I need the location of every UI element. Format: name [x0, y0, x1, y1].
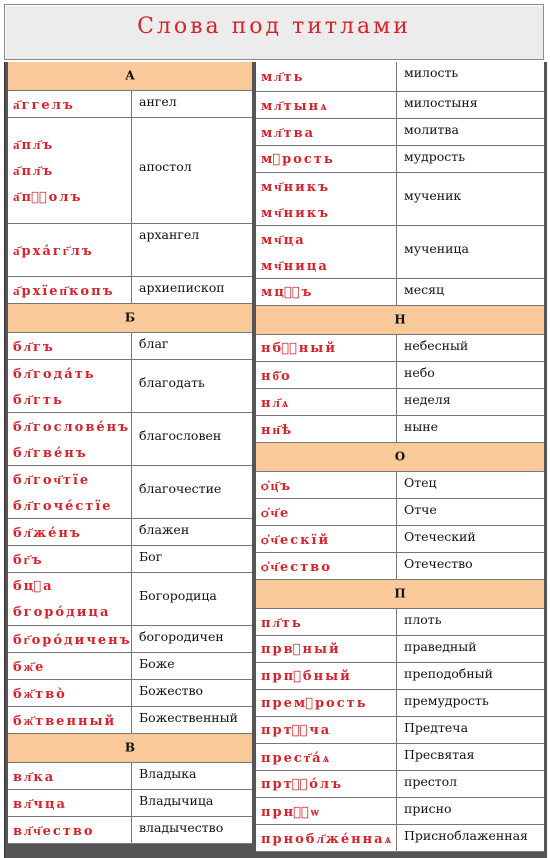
russian-cell: [132, 277, 252, 303]
russian-word: небесный: [404, 338, 469, 353]
glossary-row: [8, 546, 252, 573]
glossary-row: [256, 771, 544, 798]
slavonic-word: бл҃гоче́стїе: [13, 498, 113, 514]
russian-word: Божественный: [139, 710, 238, 725]
letter-header-label: Н: [394, 312, 406, 327]
slavonic-word: нбⷭ҇ный: [261, 340, 337, 356]
russian-cell: [397, 771, 544, 797]
russian-cell: [397, 279, 544, 305]
slavonic-word: а҃пл҃ъ: [13, 164, 55, 179]
slavonic-cell: [256, 609, 397, 635]
slavonic-word: бл҃же́нъ: [13, 525, 82, 541]
russian-cell: [397, 335, 544, 361]
slavonic-cell: [8, 626, 132, 652]
russian-word: Владычица: [139, 793, 214, 808]
glossary-row: [8, 277, 252, 304]
russian-cell: [132, 817, 252, 843]
slavonic-cell: [256, 389, 397, 415]
glossary-row: [256, 226, 544, 279]
russian-cell: [397, 717, 544, 743]
russian-cell: [397, 62, 544, 91]
glossary-row: [256, 119, 544, 146]
slavonic-word: бг҃ъ: [13, 552, 44, 568]
russian-cell: [397, 146, 544, 172]
slavonic-cell: [8, 360, 132, 412]
russian-word: Предтеча: [404, 720, 469, 735]
glossary-row: [8, 817, 252, 844]
russian-cell: [397, 609, 544, 635]
slavonic-cell: [256, 226, 397, 278]
slavonic-word: ѻ҆ц҃ъ: [261, 478, 293, 494]
russian-cell: [132, 118, 252, 223]
russian-word: Владыка: [139, 766, 197, 781]
letter-header-label: А: [125, 68, 135, 83]
letter-header: [256, 580, 544, 609]
russian-cell: [397, 526, 544, 552]
slavonic-cell: [8, 707, 132, 733]
russian-word: архиепископ: [139, 280, 225, 295]
slavonic-word: бж҃е: [13, 659, 46, 675]
slavonic-word: мцⷭ҇ъ: [261, 284, 314, 300]
slavonic-word: а҃пⷭ҇олъ: [13, 190, 83, 205]
letter-header: [256, 443, 544, 472]
russian-word: ангел: [139, 94, 177, 109]
russian-cell: [132, 707, 252, 733]
slavonic-word: бл҃гъ: [13, 339, 55, 355]
slavonic-word: бл҃гть: [13, 392, 64, 408]
slavonic-cell: [8, 573, 132, 625]
russian-cell: [132, 519, 252, 545]
russian-word: мученица: [404, 241, 469, 256]
slavonic-word: нл҃ѧ: [261, 395, 291, 411]
glossary-row: [8, 224, 252, 277]
glossary-row: [256, 335, 544, 362]
glossary-row: [8, 91, 252, 118]
glossary-row: [8, 360, 252, 413]
glossary-row: [256, 499, 544, 526]
slavonic-word: бж҃тво̀: [13, 686, 67, 702]
russian-cell: [132, 626, 252, 652]
russian-cell: [397, 636, 544, 662]
russian-word: милость: [404, 65, 459, 80]
slavonic-word: пл҃ть: [261, 615, 303, 631]
slavonic-word: вл҃ч҃ество: [13, 823, 95, 839]
glossary-row: [256, 146, 544, 173]
glossary-row: [8, 519, 252, 546]
russian-word: благочестие: [139, 481, 222, 496]
glossary-row: [8, 333, 252, 360]
slavonic-cell: [8, 519, 132, 545]
slavonic-word: ѻ҆ч҃е: [261, 505, 291, 521]
glossary-row: [256, 636, 544, 663]
slavonic-cell: [8, 680, 132, 706]
slavonic-word: бл҃гослове́нъ: [13, 419, 131, 435]
slavonic-cell: [8, 413, 132, 465]
russian-cell: [397, 389, 544, 415]
slavonic-word: пртⷵ҇ча: [261, 722, 332, 738]
glossary-row: [8, 118, 252, 224]
slavonic-cell: [256, 636, 397, 662]
slavonic-cell: [256, 416, 397, 442]
slavonic-word: мл҃тва: [261, 125, 316, 141]
slavonic-word: а҃рхїеп҃копъ: [13, 283, 115, 299]
slavonic-word: пртⷭ҇о́лъ: [261, 776, 344, 792]
russian-cell: [132, 653, 252, 679]
russian-cell: [132, 546, 252, 572]
russian-word: Богородица: [139, 588, 217, 603]
glossary-row: [256, 553, 544, 580]
russian-word: Отец: [404, 475, 437, 490]
russian-word: премудрость: [404, 693, 489, 708]
glossary-row: [256, 825, 544, 852]
russian-word: праведный: [404, 639, 477, 654]
slavonic-cell: [8, 118, 132, 223]
russian-word: присно: [404, 801, 452, 816]
slavonic-cell: [256, 744, 397, 770]
slavonic-word: бж҃твенный: [13, 713, 117, 729]
russian-word: архангел: [139, 227, 200, 242]
slavonic-cell: [256, 92, 397, 118]
letter-header: [256, 306, 544, 335]
russian-word: Божество: [139, 683, 204, 698]
russian-cell: [397, 825, 544, 851]
russian-word: преподобный: [404, 666, 493, 681]
russian-word: Боже: [139, 656, 175, 671]
slavonic-word: нн҃ѣ: [261, 422, 294, 438]
russian-word: престол: [404, 774, 458, 789]
slavonic-word: мч҃ница: [261, 258, 329, 274]
slavonic-word: мл҃тынѧ: [261, 98, 329, 114]
slavonic-cell: [256, 717, 397, 743]
russian-cell: [397, 173, 544, 225]
letter-header-label: В: [124, 740, 136, 755]
slavonic-cell: [256, 526, 397, 552]
slavonic-cell: [8, 817, 132, 843]
slavonic-word: ѻ҆ч҃ескїй: [261, 532, 331, 548]
russian-word: блажен: [139, 522, 190, 537]
russian-word: Бог: [139, 549, 163, 564]
slavonic-cell: [8, 763, 132, 789]
letter-header-label: О: [394, 449, 406, 464]
glossary-row: [256, 279, 544, 306]
slavonic-cell: [8, 333, 132, 359]
russian-word: милостыня: [404, 95, 478, 110]
slavonic-cell: [256, 825, 397, 851]
glossary-table: [4, 62, 547, 858]
slavonic-cell: [256, 771, 397, 797]
letter-header: [8, 304, 252, 333]
russian-cell: [132, 790, 252, 816]
slavonic-word: прпⷣбный: [261, 668, 352, 684]
glossary-row: [256, 663, 544, 690]
russian-word: владычество: [139, 820, 224, 835]
slavonic-word: мл҃ть: [261, 70, 305, 85]
slavonic-word: прест҃а́ѧ: [261, 750, 332, 766]
russian-word: апостол: [139, 159, 192, 174]
glossary-row: [256, 362, 544, 389]
russian-cell: [397, 119, 544, 145]
slavonic-word: бл҃гоч҃тїе: [13, 472, 91, 488]
glossary-row: [8, 790, 252, 817]
slavonic-word: мч҃никъ: [261, 179, 331, 195]
glossary-row: [256, 609, 544, 636]
glossary-row: [256, 717, 544, 744]
russian-word: благ: [139, 336, 169, 351]
russian-cell: [132, 763, 252, 789]
russian-cell: [132, 224, 252, 276]
slavonic-cell: [256, 499, 397, 525]
glossary-row: [8, 413, 252, 466]
russian-cell: [132, 413, 252, 465]
letter-header-label: П: [394, 586, 406, 601]
glossary-row: [8, 707, 252, 734]
russian-word: мученик: [404, 188, 462, 203]
glossary-row: [256, 62, 544, 92]
glossary-row: [256, 472, 544, 499]
glossary-row: [8, 626, 252, 653]
slavonic-word: мⷣрость: [261, 151, 335, 167]
slavonic-cell: [256, 279, 397, 305]
slavonic-word: вл҃чца: [13, 796, 67, 812]
slavonic-word: мч҃никъ: [261, 205, 331, 221]
glossary-row: [256, 526, 544, 553]
slavonic-cell: [256, 553, 397, 579]
slavonic-word: вл҃ка: [13, 769, 56, 785]
russian-cell: [397, 226, 544, 278]
slavonic-word: а҃ггелъ: [13, 97, 75, 113]
slavonic-cell: [8, 653, 132, 679]
russian-cell: [132, 333, 252, 359]
slavonic-word: а҃пл҃ъ: [13, 138, 55, 153]
slavonic-word: бл҃гве́нъ: [13, 445, 88, 461]
slavonic-word: нб҃о: [261, 368, 292, 384]
slavonic-cell: [256, 690, 397, 716]
russian-cell: [132, 360, 252, 412]
russian-word: Пресвятая: [404, 747, 475, 762]
russian-word: Отечество: [404, 556, 473, 571]
glossary-row: [256, 173, 544, 226]
slavonic-cell: [8, 466, 132, 518]
slavonic-word: а҃рха́гг҃лъ: [13, 243, 94, 259]
slavonic-cell: [256, 173, 397, 225]
slavonic-cell: [256, 335, 397, 361]
slavonic-cell: [256, 62, 397, 91]
russian-word: Отеческий: [404, 529, 476, 544]
slavonic-cell: [8, 277, 132, 303]
glossary-row: [8, 763, 252, 790]
slavonic-word: мч҃ца: [261, 232, 306, 248]
glossary-row: [256, 798, 544, 825]
russian-cell: [397, 416, 544, 442]
glossary-row: [8, 466, 252, 519]
russian-cell: [132, 466, 252, 518]
russian-cell: [397, 472, 544, 498]
slavonic-cell: [8, 790, 132, 816]
russian-word: плоть: [404, 612, 442, 627]
letter-header-label: Б: [124, 310, 136, 325]
russian-word: ныне: [404, 419, 439, 434]
slavonic-cell: [8, 546, 132, 572]
slavonic-word: прнобл҃же́ннаѧ: [261, 831, 394, 847]
slavonic-cell: [256, 362, 397, 388]
russian-cell: [132, 573, 252, 625]
slavonic-word: бгоро́дица: [13, 604, 111, 620]
russian-word: Отче: [404, 502, 437, 517]
glossary-row: [256, 416, 544, 443]
slavonic-cell: [8, 224, 132, 276]
slavonic-word: ѻ҆ч҃ество: [261, 559, 332, 575]
slavonic-word: бл҃года́ть: [13, 366, 96, 382]
title-banner: [4, 4, 544, 60]
russian-cell: [397, 798, 544, 824]
slavonic-cell: [256, 146, 397, 172]
glossary-row: [8, 573, 252, 626]
russian-word: небо: [404, 365, 435, 380]
russian-cell: [397, 663, 544, 689]
page-title: Слова под титлами: [137, 14, 411, 39]
slavonic-word: прнⷭ҇ѡ: [261, 804, 321, 820]
glossary-row: [256, 389, 544, 416]
russian-cell: [397, 499, 544, 525]
slavonic-word: премⷣрость: [261, 695, 368, 711]
russian-word: неделя: [404, 392, 451, 407]
russian-cell: [397, 362, 544, 388]
russian-word: благодать: [139, 375, 205, 390]
russian-word: мудрость: [404, 149, 466, 164]
glossary-row: [256, 744, 544, 771]
russian-cell: [397, 553, 544, 579]
russian-cell: [132, 91, 252, 117]
glossary-row: [8, 680, 252, 707]
slavonic-word: бцⷣа: [13, 578, 54, 594]
slavonic-word: бг҃оро́диченъ: [13, 632, 132, 648]
slavonic-cell: [256, 663, 397, 689]
russian-word: богородичен: [139, 629, 224, 644]
slavonic-cell: [256, 472, 397, 498]
russian-word: благословен: [139, 428, 222, 443]
russian-cell: [397, 744, 544, 770]
russian-cell: [397, 92, 544, 118]
russian-word: Присноблаженная: [404, 828, 528, 843]
letter-header: [8, 62, 252, 91]
russian-cell: [132, 680, 252, 706]
russian-word: молитва: [404, 122, 459, 137]
slavonic-cell: [8, 91, 132, 117]
glossary-row: [8, 653, 252, 680]
russian-cell: [397, 690, 544, 716]
glossary-row: [256, 92, 544, 119]
slavonic-word: првⷣный: [261, 641, 341, 657]
slavonic-cell: [256, 119, 397, 145]
glossary-row: [256, 690, 544, 717]
russian-word: месяц: [404, 282, 445, 297]
letter-header: [8, 734, 252, 763]
slavonic-cell: [256, 798, 397, 824]
